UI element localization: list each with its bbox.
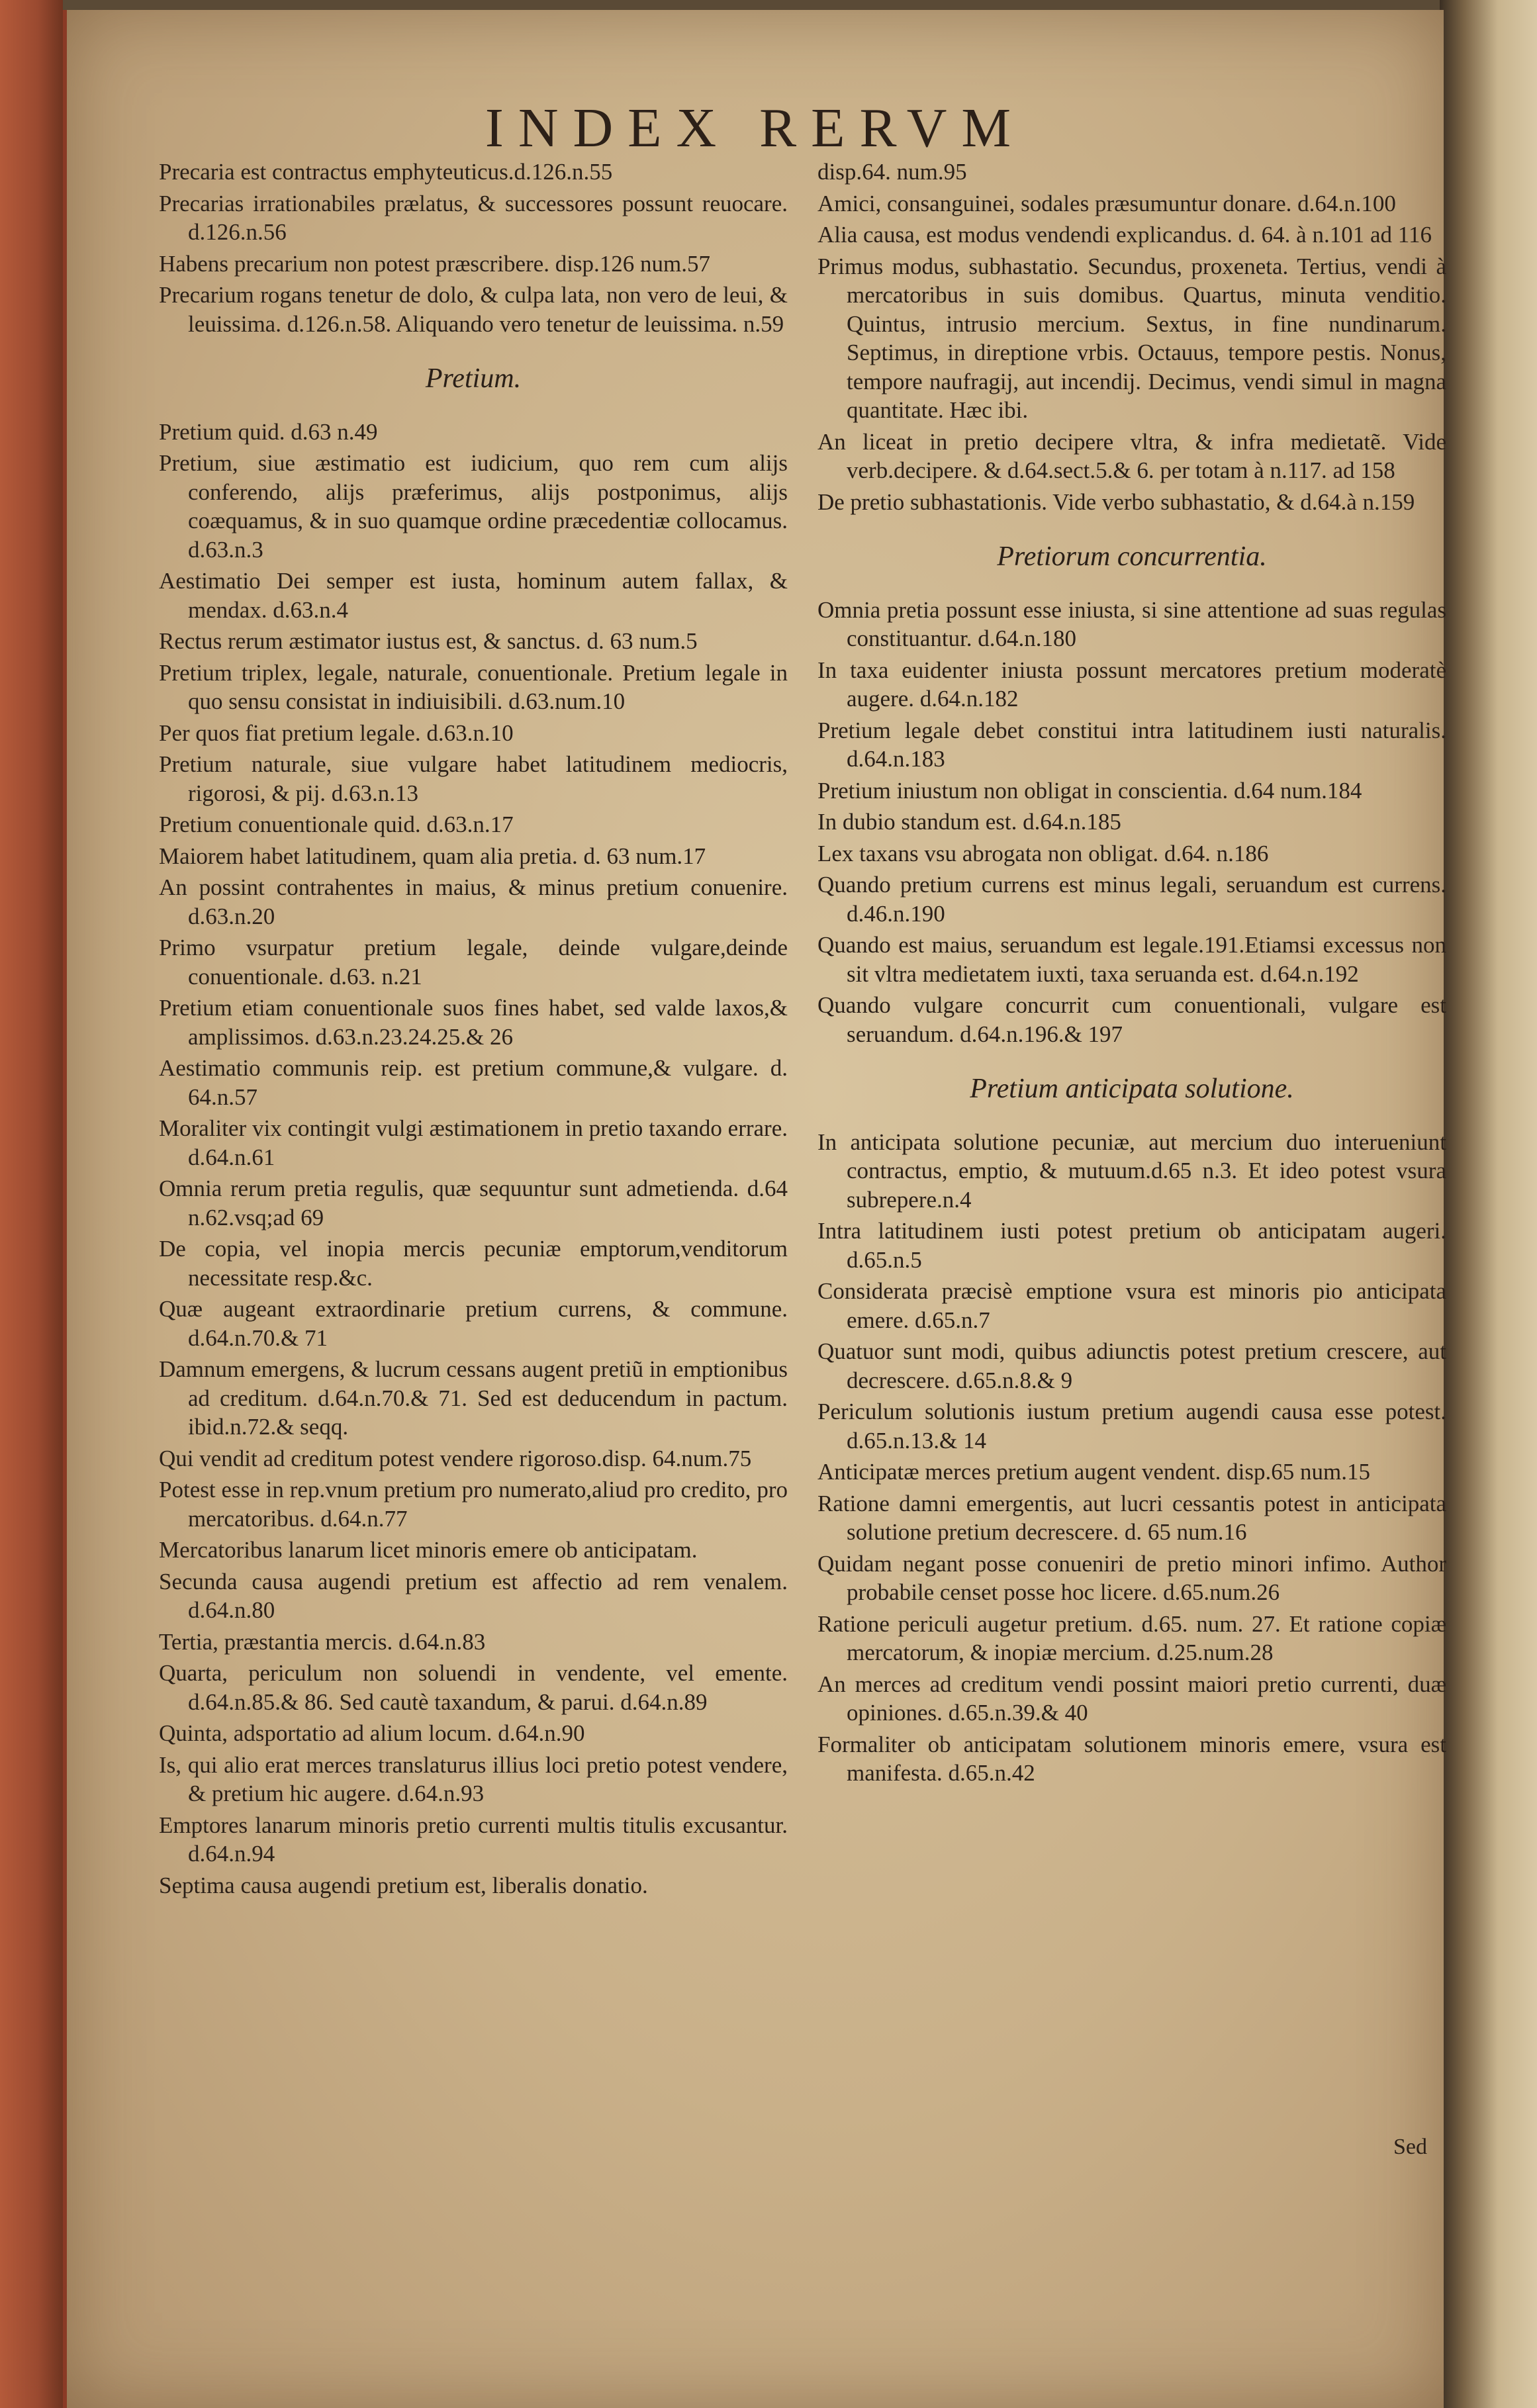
index-entry: Per quos fiat pretium legale. d.63.n.10: [159, 719, 514, 746]
right-column: [817, 158, 1446, 1790]
index-entry: Quæ augeant extraordinarie pretium currens, & commune. d.64.n.70.& 71: [159, 1296, 788, 1351]
index-entry: Formaliter ob anticipatam solutionem minoris emere, vsura est manifesta. d.65.n.42: [817, 1731, 1446, 1786]
index-entry: Quidam negant posse conueniri de pretio minori infimo. Author probabile censet posse hoc licere. d.65.num.26: [817, 1550, 1446, 1605]
index-entry: Aestimatio communis reip. est pretium commune,& vulgare. d. 64.n.57: [159, 1055, 788, 1110]
index-entry: Quando est maius, seruandum est legale.191.Etiamsi excessus non sit vltra medietatem iuxti, taxa seruanda est. d.64.n.192: [817, 932, 1446, 987]
index-entry: An possint contrahentes in maius, & minus pretium conuenire. d.63.n.20: [159, 874, 788, 929]
index-entry: Pretium conuentionale quid. d.63.n.17: [159, 811, 514, 837]
index-entry: In taxa euidenter iniusta possunt mercatores pretium moderatè augere. d.64.n.182: [817, 657, 1446, 712]
index-entry: Mercatoribus lanarum licet minoris emere ob anticipatam.: [159, 1537, 698, 1563]
left-column: [159, 158, 788, 1902]
catchword: Sed: [1393, 2135, 1427, 2159]
index-entry: Is, qui alio erat merces translaturus illius loci pretio potest vendere, & pretium hic augere. d.64.n.93: [159, 1751, 788, 1806]
section-heading: Pretiorum concurrentia.: [997, 541, 1267, 572]
page-header: INDEX RERVM: [485, 97, 1026, 159]
index-entry: Lex taxans vsu abrogata non obligat. d.64. n.186: [817, 840, 1269, 866]
index-entry: Habens precarium non potest præscribere. disp.126 num.57: [159, 250, 711, 277]
index-entry: Precarias irrationabiles prælatus, & successores possunt reuocare. d.126.n.56: [159, 190, 788, 245]
index-entry: Precaria est contractus emphyteuticus.d.126.n.55: [159, 159, 613, 185]
book-edge-right: [1440, 0, 1537, 2408]
index-entry: Ratione periculi augetur pretium. d.65. num. 27. Et ratione copiæ mercatorum, & inopiæ mercium. d.25.num.28: [817, 1610, 1446, 1665]
index-entry: In dubio standum est. d.64.n.185: [817, 809, 1121, 835]
index-entry: Pretium, siue æstimatio est iudicium, quo rem cum alijs conferendo, alijs præferimus, alijs postponimus, alijs coæquamus, & in suo quamque ordine præcedentiæ collocamus. d.63.n.3: [159, 450, 788, 563]
index-entry: Emptores lanarum minoris pretio currenti multis titulis excusantur. d.64.n.94: [159, 1812, 788, 1867]
index-entry: De pretio subhastationis. Vide verbo subhastatio, & d.64.à n.159: [817, 488, 1415, 515]
section-heading: Pretium.: [425, 363, 522, 394]
index-entry: Potest esse in rep.vnum pretium pro numerato,aliud pro credito, pro mercatoribus. d.64.n.77: [159, 1477, 788, 1532]
index-entry: Pretium naturale, siue vulgare habet latitudinem mediocris, rigorosi, & pij. d.63.n.13: [159, 751, 788, 806]
index-entry: Amici, consanguinei, sodales præsumuntur donare. d.64.n.100: [817, 190, 1396, 216]
index-entry: Primus modus, subhastatio. Secundus, proxeneta. Tertius, vendi à mercatoribus in suis domibus. Quartus, minuta venditio. Quintus, intrusio mercium. Sextus, in fine nundinarum. Septimus, in direptione vrbis. Octauus, tempore pestis. Nonus, tempore naufragij, aut incendij. Decimus, vendi simul in magna quantitate. Hæc ibi.: [817, 253, 1446, 423]
index-entry: Periculum solutionis iustum pretium augendi causa esse potest. d.65.n.13.& 14: [817, 1399, 1446, 1454]
index-entry: disp.64. num.95: [817, 159, 967, 185]
index-entry: Pretium legale debet constitui intra latitudinem iusti naturalis. d.64.n.183: [817, 717, 1446, 772]
index-entry: De copia, vel inopia mercis pecuniæ emptorum,venditorum necessitate resp.&c.: [159, 1236, 788, 1291]
section-heading: Pretium anticipata solutione.: [970, 1074, 1294, 1104]
index-entry: Pretium quid. d.63 n.49: [159, 418, 378, 445]
index-entry: Quando pretium currens est minus legali, seruandum est currens. d.46.n.190: [817, 872, 1446, 927]
index-entry: An liceat in pretio decipere vltra, & infra medietatẽ. Vide verb.decipere. & d.64.sect.5.& 6. per totam à n.117. ad 158: [817, 428, 1446, 483]
index-entry: Quando vulgare concurrit cum conuentionali, vulgare est seruandum. d.64.n.196.& 197: [817, 992, 1446, 1047]
index-entry: Ratione damni emergentis, aut lucri cessantis potest in anticipata solutione pretium decrescere. d. 65 num.16: [817, 1490, 1446, 1545]
index-entry: Quarta, periculum non soluendi in vendente, vel emente. d.64.n.85.& 86. Sed cautè taxandum, & parui. d.64.n.89: [159, 1660, 788, 1715]
index-entry: Precarium rogans tenetur de dolo, & culpa lata, non vero de leui, & leuissima. d.126.n.58. Aliquando vero tenetur de leuissima. n.59: [159, 282, 788, 337]
index-entry: Septima causa augendi pretium est, liberalis donatio.: [159, 1872, 648, 1898]
index-entry: Primo vsurpatur pretium legale, deinde vulgare,deinde conuentionale. d.63. n.21: [159, 935, 788, 990]
index-entry: Omnia rerum pretia regulis, quæ sequuntur sunt admetienda. d.64 n.62.vsq;ad 69: [159, 1176, 788, 1230]
index-entry: Secunda causa augendi pretium est affectio ad rem venalem. d.64.n.80: [159, 1568, 788, 1623]
index-entry: An merces ad creditum vendi possint maiori pretio currenti, duæ opiniones. d.65.n.39.& 40: [817, 1671, 1446, 1726]
index-entry: Alia causa, est modus vendendi explicandus. d. 64. à n.101 ad 116: [817, 222, 1432, 248]
index-entry: Intra latitudinem iusti potest pretium ob anticipatam augeri. d.65.n.5: [817, 1218, 1446, 1273]
index-entry: Tertia, præstantia mercis. d.64.n.83: [159, 1628, 486, 1655]
index-entry: Quinta, adsportatio ad alium locum. d.64.n.90: [159, 1720, 585, 1746]
index-entry: Omnia pretia possunt esse iniusta, si sine attentione ad suas regulas constituantur. d.64.n.180: [817, 596, 1446, 651]
index-entry: Aestimatio Dei semper est iusta, hominum autem fallax, & mendax. d.63.n.4: [159, 568, 788, 623]
index-entry: In anticipata solutione pecuniæ, aut mercium duo interueniunt contractus, emptio, & mutuum.d.65 n.3. Et ideo potest vsura subrepere.n.4: [817, 1129, 1446, 1213]
index-entry: Damnum emergens, & lucrum cessans augent pretiũ in emptionibus ad creditum. d.64.n.70.& 71. Sed est deducendum in pactum. ibid.n.72.& seqq.: [159, 1356, 788, 1440]
index-entry: Quatuor sunt modi, quibus adiunctis potest pretium crescere, aut decrescere. d.65.n.8.& 9: [817, 1338, 1446, 1393]
index-entry: Pretium etiam conuentionale suos fines habet, sed valde laxos,& amplissimos. d.63.n.23.24.25.& 26: [159, 995, 788, 1050]
index-entry: Pretium iniustum non obligat in conscientia. d.64 num.184: [817, 777, 1362, 804]
index-entry: Rectus rerum æstimator iustus est, & sanctus. d. 63 num.5: [159, 628, 698, 654]
index-entry: Qui vendit ad creditum potest vendere rigoroso.disp. 64.num.75: [159, 1445, 752, 1471]
book-edge-left: [0, 0, 63, 2408]
index-entry: Maiorem habet latitudinem, quam alia pretia. d. 63 num.17: [159, 843, 706, 869]
index-entry: Anticipatæ merces pretium augent vendent. disp.65 num.15: [817, 1459, 1370, 1485]
index-entry: Considerata præcisè emptione vsura est minoris pio anticipata emere. d.65.n.7: [817, 1278, 1446, 1333]
index-entry: Moraliter vix contingit vulgi æstimationem in pretio taxando errare. d.64.n.61: [159, 1115, 788, 1170]
index-entry: Pretium triplex, legale, naturale, conuentionale. Pretium legale in quo sensu consistat in indiuisibili. d.63.num.10: [159, 659, 788, 714]
